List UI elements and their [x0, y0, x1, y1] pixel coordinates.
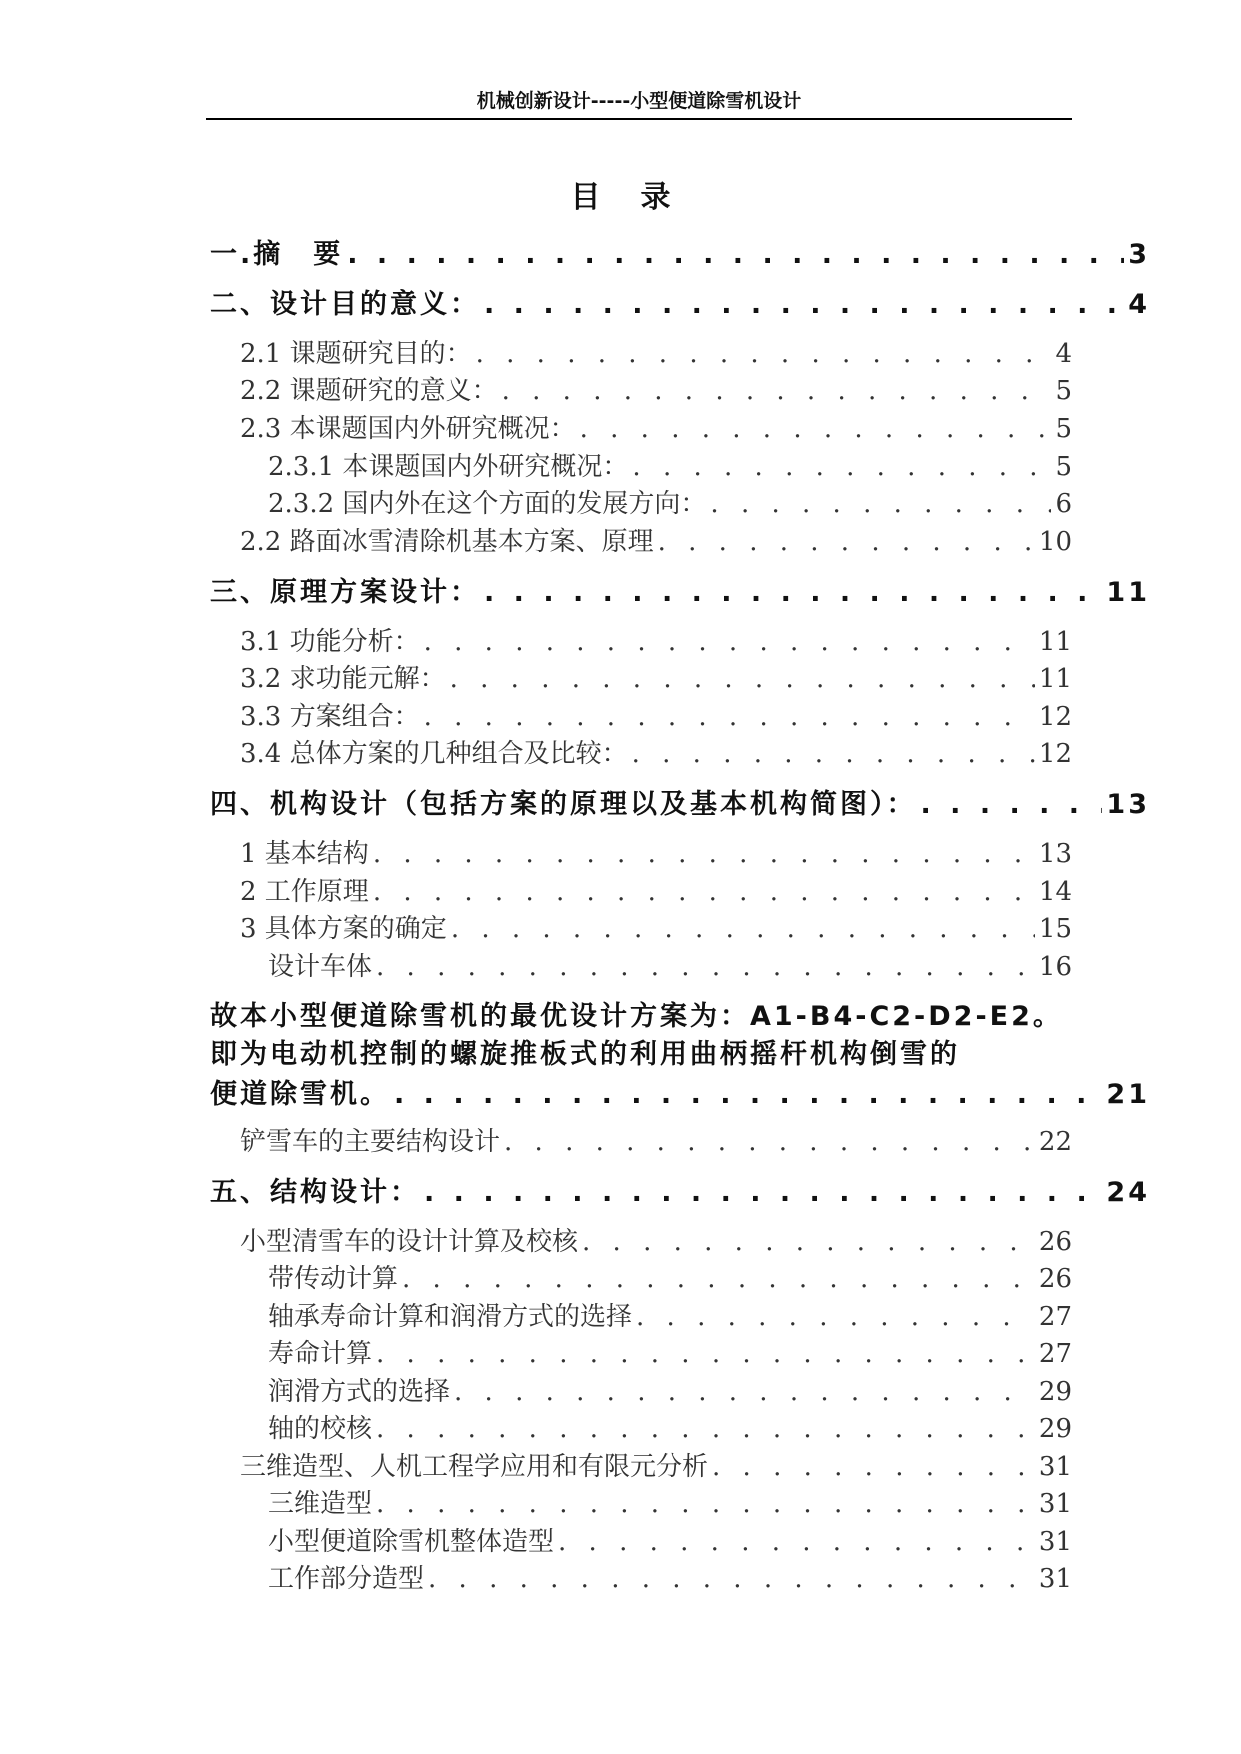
- toc-entry-label: 三维造型: [268, 1489, 373, 1519]
- toc-entry-optimal-scheme[interactable]: [210, 1072, 1150, 1111]
- toc-entry-page: 26: [1038, 1227, 1072, 1257]
- toc-entry-3-1[interactable]: [240, 621, 1072, 658]
- dot-leader: [580, 414, 1052, 444]
- toc-entry-2-3-1[interactable]: [268, 446, 1072, 483]
- dot-leader: [504, 1127, 1035, 1157]
- toc-entry-body-design[interactable]: [268, 946, 1072, 983]
- toc-entry-bearing-life[interactable]: [268, 1296, 1072, 1333]
- toc-entry-4-2[interactable]: [240, 871, 1072, 908]
- toc-entry-label: 设计车体: [268, 952, 373, 982]
- dot-leader: [373, 877, 1035, 907]
- toc-entry-4-1[interactable]: [240, 833, 1072, 870]
- toc-entry-belt-drive[interactable]: [268, 1258, 1072, 1295]
- toc-entry-label: 1 基本结构: [240, 839, 369, 869]
- toc-entry-overall-model[interactable]: [268, 1521, 1072, 1558]
- toc-entry-label: 三、原理方案设计：: [210, 577, 480, 608]
- toc-entry-label: 3.1 功能分析：: [240, 627, 420, 657]
- dot-leader: [484, 289, 1124, 320]
- toc-entry-page: 27: [1038, 1339, 1072, 1369]
- toc-entry-label: 小型清雪车的设计计算及校核: [240, 1227, 579, 1257]
- toc-entry-page: 22: [1038, 1127, 1072, 1157]
- toc-entry-calc-check[interactable]: [240, 1221, 1072, 1258]
- dot-leader: [454, 1377, 1035, 1407]
- dot-leader: [424, 1177, 1102, 1208]
- toc-entry-label: 2.2 课题研究的意义：: [240, 376, 498, 406]
- toc-title: 目录: [570, 180, 711, 215]
- toc-entry-label: 一.摘 要: [210, 239, 344, 270]
- toc-entry-3d-modeling[interactable]: [268, 1483, 1072, 1520]
- dot-leader: [632, 739, 1035, 769]
- dot-leader: [636, 1302, 1035, 1332]
- toc-entry-page: 29: [1038, 1414, 1072, 1444]
- dot-leader: [658, 527, 1035, 557]
- toc-entry-2-3[interactable]: [240, 408, 1072, 445]
- toc-entry-page: 4: [1055, 339, 1072, 369]
- toc-entry-page: 29: [1038, 1377, 1072, 1407]
- dot-leader: [376, 1414, 1035, 1444]
- dot-leader: [712, 1452, 1035, 1482]
- toc-entry-optimal-line2: 即为电动机控制的螺旋推板式的利用曲柄摇杆机构倒雪的: [210, 1039, 960, 1070]
- dot-leader: [376, 952, 1035, 982]
- dot-leader: [710, 489, 1051, 519]
- toc-entry-page: 11: [1038, 627, 1072, 657]
- dot-leader: [450, 664, 1035, 694]
- toc-entry-label: 2.3.1 本课题国内外研究概况：: [268, 452, 629, 482]
- toc-entry-chapter-2[interactable]: [210, 282, 1150, 321]
- dot-leader: [476, 339, 1052, 369]
- toc-entry-page: 24: [1106, 1177, 1150, 1208]
- toc-entry-label: 三维造型、人机工程学应用和有限元分析: [240, 1452, 709, 1482]
- toc-entry-page: 11: [1038, 664, 1072, 694]
- dot-leader: [428, 1564, 1035, 1594]
- toc-entry-page: 4: [1128, 289, 1150, 320]
- toc-entry-page: 12: [1038, 739, 1072, 769]
- dot-leader: [451, 914, 1035, 944]
- dot-leader: [394, 1079, 1102, 1110]
- dot-leader: [921, 789, 1103, 820]
- toc-entry-3-3[interactable]: [240, 696, 1072, 733]
- toc-entry-page: 31: [1038, 1564, 1072, 1594]
- toc-entry-label: 3.4 总体方案的几种组合及比较：: [240, 739, 628, 769]
- toc-entry-4-3[interactable]: [240, 908, 1072, 945]
- toc-entry-page: 5: [1055, 376, 1072, 406]
- toc-entry-label: 四、机构设计（包括方案的原理以及基本机构简图）：: [210, 789, 917, 820]
- toc-entry-page: 10: [1038, 527, 1072, 557]
- toc-entry-page: 13: [1106, 789, 1150, 820]
- toc-entry-label: 二、设计目的意义：: [210, 289, 480, 320]
- toc-entry-page: 15: [1038, 914, 1072, 944]
- dot-leader: [347, 239, 1124, 270]
- dot-leader: [402, 1264, 1035, 1294]
- toc-entry-2-2b[interactable]: [240, 521, 1072, 558]
- toc-entry-chapter-5[interactable]: [210, 1170, 1150, 1209]
- toc-entry-optimal-line1: 故本小型便道除雪机的最优设计方案为：A1-B4-C2-D2-E2。: [210, 1001, 1063, 1032]
- toc-entry-main-structure[interactable]: [240, 1121, 1072, 1158]
- toc-entry-page: 3: [1128, 239, 1150, 270]
- toc-entry-page: 6: [1055, 489, 1072, 519]
- toc-entry-page: 31: [1038, 1489, 1072, 1519]
- toc-entry-label: 3.2 求功能元解：: [240, 664, 446, 694]
- toc-entry-page: 31: [1038, 1527, 1072, 1557]
- toc-entry-label: 3.3 方案组合：: [240, 702, 420, 732]
- toc-entry-page: 5: [1055, 414, 1072, 444]
- toc-entry-label: 2.3 本课题国内外研究概况：: [240, 414, 576, 444]
- toc-entry-page: 26: [1038, 1264, 1072, 1294]
- toc-entry-label: 带传动计算: [268, 1264, 399, 1294]
- toc-entry-abstract[interactable]: [210, 232, 1150, 271]
- toc-entry-2-3-2[interactable]: [268, 483, 1072, 520]
- toc-entry-lubrication[interactable]: [268, 1371, 1072, 1408]
- dot-leader: [373, 839, 1035, 869]
- toc-entry-label: 轴的校核: [268, 1414, 373, 1444]
- toc-entry-page: 16: [1038, 952, 1072, 982]
- toc-entry-page: 14: [1038, 877, 1072, 907]
- toc-entry-label: 铲雪车的主要结构设计: [240, 1127, 501, 1157]
- toc-entry-label: 便道除雪机。: [210, 1079, 390, 1110]
- dot-leader: [502, 376, 1052, 406]
- dot-leader: [582, 1227, 1035, 1257]
- dot-leader: [632, 452, 1051, 482]
- toc-entry-label: 2.1 课题研究目的：: [240, 339, 472, 369]
- toc-entry-label: 润滑方式的选择: [268, 1377, 451, 1407]
- toc-entry-label: 2.3.2 国内外在这个方面的发展方向：: [268, 489, 707, 519]
- toc-entry-2-1[interactable]: [240, 333, 1072, 370]
- toc-entry-label: 2 工作原理: [240, 877, 369, 907]
- toc-entry-page: 5: [1055, 452, 1072, 482]
- toc-entry-page: 13: [1038, 839, 1072, 869]
- toc-entry-page: 21: [1106, 1079, 1150, 1110]
- toc-entry-label: 寿命计算: [268, 1339, 373, 1369]
- toc-entry-3-2[interactable]: [240, 658, 1072, 695]
- dot-leader: [376, 1339, 1035, 1369]
- dot-leader: [424, 627, 1035, 657]
- toc-entry-label: 轴承寿命计算和润滑方式的选择: [268, 1302, 633, 1332]
- toc-entry-life-calc[interactable]: [268, 1333, 1072, 1370]
- toc-entry-page: 31: [1038, 1452, 1072, 1482]
- toc-entry-page: 27: [1038, 1302, 1072, 1332]
- toc-entry-page: 12: [1038, 702, 1072, 732]
- dot-leader: [558, 1527, 1035, 1557]
- toc-entry-label: 小型便道除雪机整体造型: [268, 1527, 555, 1557]
- toc-entry-label: 3 具体方案的确定: [240, 914, 447, 944]
- toc-entry-3-4[interactable]: [240, 733, 1072, 770]
- toc-entry-label: 工作部分造型: [268, 1564, 425, 1594]
- toc-entry-working-part-model[interactable]: [268, 1558, 1072, 1595]
- dot-leader: [424, 702, 1035, 732]
- dot-leader: [484, 577, 1102, 608]
- toc-entry-chapter-3[interactable]: [210, 570, 1150, 609]
- toc-entry-label: 五、结构设计：: [210, 1177, 420, 1208]
- toc-entry-3d-modeling-section[interactable]: [240, 1446, 1072, 1483]
- page-header: 机械创新设计-----小型便道除雪机设计: [206, 86, 1072, 120]
- toc-entry-label: 2.2 路面冰雪清除机基本方案、原理: [240, 527, 654, 557]
- toc-entry-shaft-check[interactable]: [268, 1408, 1072, 1445]
- toc-entry-page: 11: [1106, 577, 1150, 608]
- toc-entry-2-2[interactable]: [240, 370, 1072, 407]
- dot-leader: [376, 1489, 1035, 1519]
- toc-entry-chapter-4[interactable]: [210, 782, 1150, 821]
